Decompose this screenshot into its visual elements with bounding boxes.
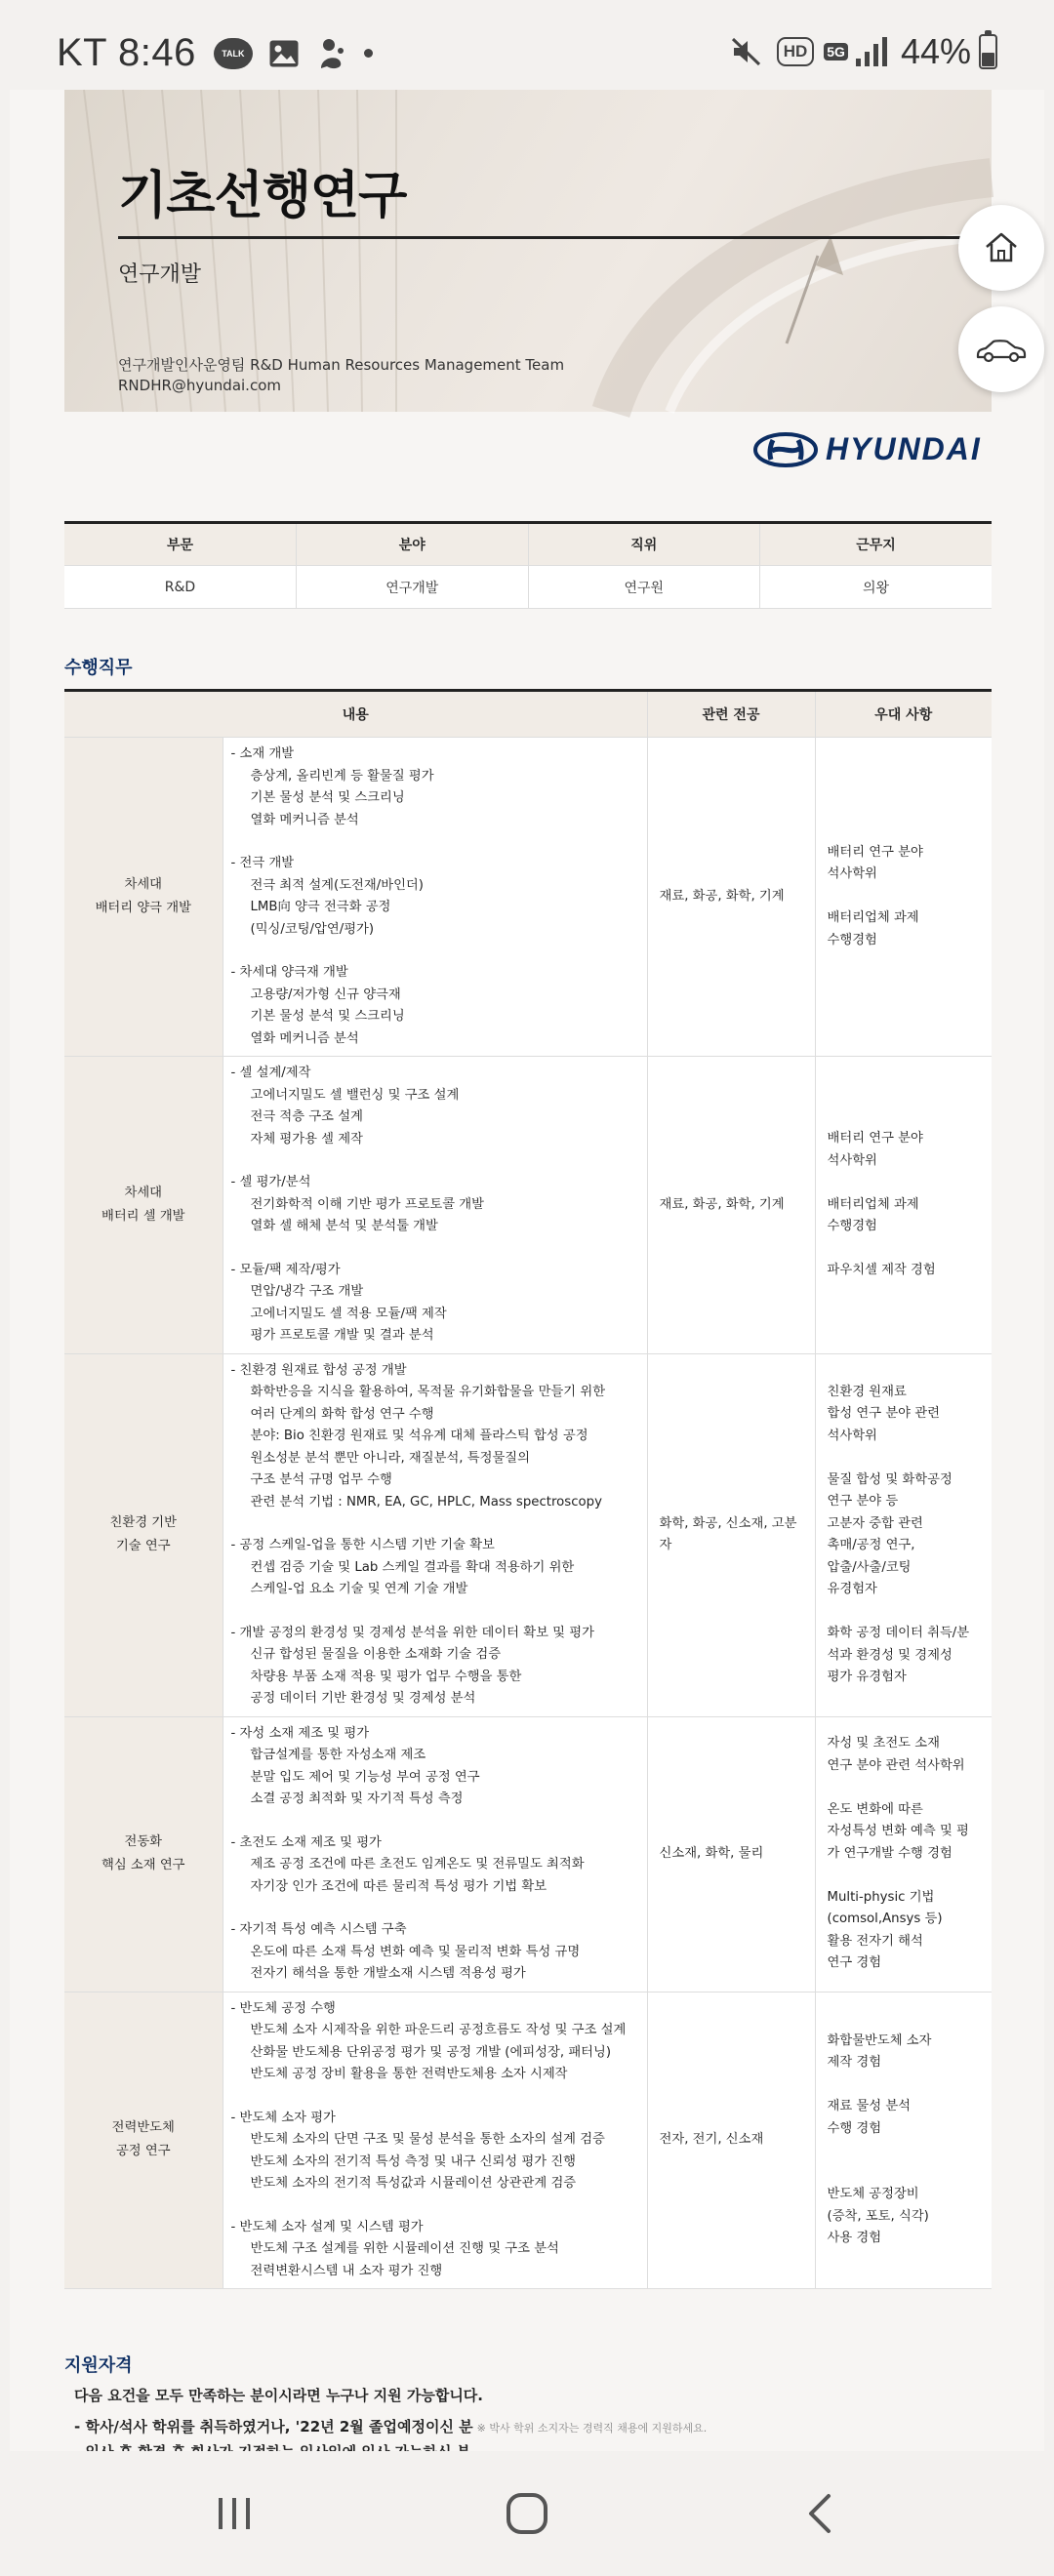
- related-major: 전자, 전기, 신소재: [647, 1992, 815, 2289]
- duty-item: 관련 분석 기법 : NMR, EA, GC, HPLC, Mass spectroscopy: [250, 1494, 602, 1509]
- duty-group-title: - 초전도 소재 제조 및 평가: [230, 1834, 382, 1850]
- hero-banner: [64, 90, 992, 412]
- car-icon: [975, 334, 1028, 365]
- preferred-qualification: 배터리 연구 분야 석사학위 배터리업체 과제 수행경험: [815, 738, 992, 1057]
- home-button[interactable]: [958, 205, 1044, 291]
- duty-group-title: - 개발 공정의 환경성 및 경제성 분석을 위한 데이터 확보 및 평가: [230, 1625, 594, 1640]
- duty-item: 신규 합성된 물질을 이용한 소재화 기술 검증: [250, 1647, 502, 1662]
- duty-group: [231, 1172, 639, 1238]
- duty-item: 전극 적층 구조 설계: [250, 1109, 363, 1124]
- duty-item: 분말 입도 제어 및 기능성 부여 공정 연구: [250, 1769, 480, 1785]
- duty-group-title: - 차세대 양극재 개발: [230, 965, 348, 980]
- table-header-row: [64, 691, 992, 738]
- duty-group: [231, 1260, 639, 1348]
- duties-section-title: 수행직무: [64, 658, 133, 678]
- duty-content: [223, 1992, 647, 2289]
- related-major: 신소재, 화학, 물리: [647, 1716, 815, 1992]
- gallery-icon: [268, 39, 300, 68]
- duty-item: 전력변환시스템 내 소자 평가 진행: [250, 2263, 443, 2278]
- hd-voice-icon: HD: [777, 37, 815, 66]
- duty-item: 전극 최적 설계(도전재/바인더): [250, 877, 424, 893]
- duty-item: 층상계, 올리빈계 등 활물질 평가: [250, 768, 434, 784]
- qualifications-intro: 다음 요건을 모두 만족하는 분이시라면 누구나 지원 가능합니다.: [74, 2387, 483, 2404]
- contact-info: [118, 355, 564, 396]
- contact-email[interactable]: RNDHR@hyundai.com: [118, 377, 281, 394]
- duty-item: 반도체 소자의 단면 구조 및 물성 분석을 통한 소자의 설계 검증: [250, 2132, 605, 2147]
- header-preference: 우대 사항: [815, 691, 992, 738]
- duty-item: 면압/냉각 구조 개발: [250, 1284, 364, 1299]
- qualification-text: - 학사/석사 학위를 취득하였거나, '22년 2월 졸업예정이신 분: [74, 2418, 473, 2435]
- duty-item: 전기화학적 이해 기반 평가 프로토콜 개발: [250, 1196, 484, 1212]
- related-major: 재료, 화공, 화학, 기계: [647, 1057, 815, 1354]
- recent-apps-button[interactable]: [185, 2451, 283, 2576]
- preferred-qualification: 자성 및 초전도 소재 연구 분야 관련 석사학위 온도 변화에 따른 자성특성 변화 예측 및 평 가 연구개발 수행 경험 Multi-physic 기법 (comsol,Ansys 등) 활용 전자기 해석 연구 경험: [815, 1716, 992, 1992]
- page-title: 기초선행연구: [118, 167, 407, 225]
- duty-group: [231, 744, 639, 831]
- duty-item: 컨셉 검증 기술 및 Lab 스케일 결과를 확대 적용하기 위한: [250, 1559, 575, 1575]
- duty-item: 공정 데이터 기반 환경성 및 경제성 분석: [250, 1691, 476, 1706]
- title-divider: [118, 236, 972, 239]
- duty-group-title: - 셀 설계/제작: [230, 1066, 311, 1080]
- duty-group-title: - 모듈/팩 제작/평가: [230, 1262, 341, 1277]
- navigation-bar: [0, 2451, 1054, 2576]
- duty-group: [231, 1623, 639, 1711]
- duty-category: 전력반도체 공정 연구: [64, 1992, 223, 2289]
- duty-group: [231, 853, 639, 941]
- page-subtitle: 연구개발: [118, 262, 202, 287]
- duty-item: 기본 물성 분석 및 스크리닝: [250, 1009, 405, 1024]
- home-nav-icon: [505, 2491, 549, 2536]
- duty-item: 자기장 인가 조건에 따른 물리적 특성 평가 기법 확보: [250, 1878, 547, 1894]
- duty-category: 차세대 배터리 셀 개발: [64, 1057, 223, 1354]
- duty-item: 고에너지밀도 셀 밸런싱 및 구조 설계: [250, 1087, 460, 1103]
- header-location: 근무지: [760, 523, 993, 566]
- duty-group: [231, 1723, 639, 1811]
- duty-item: 차량용 부품 소재 적용 및 평가 업무 수행을 통한: [250, 1669, 522, 1684]
- hyundai-emblem-icon: [753, 432, 818, 467]
- table-row: [64, 738, 992, 1057]
- table-row: [64, 1992, 992, 2289]
- duty-group-title: - 소재 개발: [230, 746, 295, 761]
- qualification-item: [74, 2416, 707, 2436]
- home-icon: [982, 228, 1021, 267]
- cell-position: 연구원: [528, 566, 760, 609]
- duty-item: 고에너지밀도 셀 적용 모듈/팩 제작: [250, 1306, 447, 1321]
- duty-group-title: - 친환경 원재료 합성 공정 개발: [230, 1362, 407, 1378]
- network-type-icon: 5G: [824, 43, 848, 60]
- header-position: 직위: [528, 523, 760, 566]
- duty-content: [223, 1716, 647, 1992]
- duty-item: 전자기 해석을 통한 개발소재 시스템 적용성 평가: [250, 1966, 526, 1981]
- duty-item: 소결 공정 최적화 및 자기적 특성 측정: [250, 1791, 464, 1806]
- duty-group: [231, 1535, 639, 1601]
- more-notifications-dot: [364, 49, 373, 58]
- duty-group-title: - 전극 개발: [230, 856, 295, 870]
- duty-group-title: - 반도체 공정 수행: [230, 2000, 336, 2016]
- clock: KT 8:46: [57, 31, 196, 74]
- duty-category: 전동화 핵심 소재 연구: [64, 1716, 223, 1992]
- duty-category: 차세대 배터리 양극 개발: [64, 738, 223, 1057]
- duty-item: 여러 단계의 화학 합성 연구 수행: [250, 1406, 434, 1422]
- duty-group: [231, 1063, 639, 1150]
- duty-item: 자체 평가용 셀 제작: [250, 1131, 363, 1147]
- signal-icon: [854, 35, 889, 68]
- duty-item: 고용량/저가형 신규 양극재: [250, 986, 401, 1002]
- preferred-qualification: 배터리 연구 분야 석사학위 배터리업체 과제 수행경험 파우치셀 제작 경험: [815, 1057, 992, 1354]
- team-name: 연구개발인사운영팀 R&D Human Resources Management Team: [118, 356, 565, 374]
- header-division: 부문: [64, 523, 297, 566]
- duty-content: [223, 1353, 647, 1716]
- logo-wordmark: HYUNDAI: [826, 431, 982, 466]
- duty-item: 스케일-업 요소 기술 및 연계 기술 개발: [250, 1582, 468, 1596]
- duty-group-title: - 자기적 특성 예측 시스템 구축: [230, 1922, 407, 1937]
- table-row: [64, 1353, 992, 1716]
- duty-group: [231, 2217, 639, 2283]
- notification-app-icon: [315, 37, 346, 70]
- duty-group: [231, 1998, 639, 2086]
- hyundai-logo: [753, 431, 982, 467]
- duty-item: 제조 공정 조건에 따른 초전도 임계온도 및 전류밀도 최적화: [250, 1857, 585, 1872]
- duty-category: 친환경 기반 기술 연구: [64, 1353, 223, 1716]
- battery-percent: 44%: [900, 31, 971, 71]
- table-header-row: [64, 523, 992, 566]
- duty-item: 반도체 구조 설계를 위한 시뮬레이션 진행 및 구조 분석: [250, 2241, 559, 2256]
- duty-item: 반도체 공정 장비 활용을 통한 전력반도체용 소자 시제작: [250, 2067, 568, 2081]
- duty-group-title: - 공정 스케일-업을 통한 시스템 기반 기술 확보: [230, 1538, 495, 1552]
- duty-group: [231, 2108, 639, 2195]
- preferred-qualification: 친환경 원재료 합성 연구 분야 관련 석사학위 물질 합성 및 화학공정 연구 분야 등 고분자 중합 관련 촉매/공정 연구, 압출/사출/코팅 유경험자 화학 공정 데이터 취득/분 석과 환경성 및 경제성 평가 유경험자: [815, 1353, 992, 1716]
- duty-item: 반도체 소자의 전기적 특성 측정 및 내구 신뢰성 평가 진행: [250, 2153, 576, 2169]
- duty-item: 화학반응을 지식을 활용하여, 목적물 유기화합물을 만들기 위한: [250, 1385, 606, 1399]
- duty-item: 반도체 소자 시제작을 위한 파운드리 공정흐름도 작성 및 구조 설계: [250, 2023, 627, 2037]
- preferred-qualification: 화합물반도체 소자 제작 경험 재료 물성 분석 수행 경험 반도체 공정장비 (증착, 포토, 식각) 사용 경험: [815, 1992, 992, 2289]
- job-summary-table: [64, 521, 992, 609]
- duty-item: LMB向 양극 전극화 공정: [250, 900, 391, 914]
- cell-location: 의왕: [760, 566, 993, 609]
- duty-group: [231, 962, 639, 1050]
- duty-group-title: - 셀 평가/분석: [230, 1175, 311, 1189]
- related-major: 화학, 화공, 신소재, 고분자: [647, 1353, 815, 1716]
- cell-division: R&D: [64, 566, 297, 609]
- duty-item: 원소성분 분석 뿐만 아니라, 재질분석, 특정물질의: [250, 1450, 530, 1466]
- table-row: [64, 1716, 992, 1992]
- duty-group: [231, 1832, 639, 1899]
- table-row: [64, 566, 992, 609]
- mute-icon: [730, 35, 763, 68]
- web-page: [10, 90, 1044, 2451]
- duty-item: 온도에 따른 소재 특성 변화 예측 및 물리적 변화 특성 규명: [250, 1944, 581, 1959]
- header-field: 분야: [297, 523, 529, 566]
- duty-item: 기본 물성 분석 및 스크리닝: [250, 790, 405, 805]
- duty-group: [231, 1919, 639, 1986]
- qualification-note: ※ 박사 학위 소지자는 경력직 채용에 지원하세요.: [476, 2422, 708, 2435]
- header-content: 내용: [64, 691, 647, 738]
- duty-content: [223, 1057, 647, 1354]
- back-button[interactable]: [771, 2451, 869, 2576]
- related-major: 재료, 화공, 화학, 기계: [647, 738, 815, 1057]
- duty-item: 분야: Bio 친환경 원재료 및 석유계 대체 플라스틱 합성 공정: [250, 1429, 588, 1443]
- duty-item: 열화 셀 해체 분석 및 분석툴 개발: [250, 1219, 438, 1233]
- duty-item: 열화 메커니즘 분석: [250, 1030, 359, 1046]
- duty-item: 합금설계를 통한 자성소재 제조: [250, 1748, 426, 1762]
- duties-table: [64, 689, 992, 2289]
- duty-item: (믹싱/코팅/압연/평가): [250, 921, 375, 937]
- qualifications-title: 지원자격: [64, 2355, 133, 2376]
- recent-apps-icon: [215, 2494, 254, 2533]
- header-major: 관련 전공: [647, 691, 815, 738]
- car-button[interactable]: [958, 306, 1044, 392]
- duty-item: 구조 분석 규명 업무 수행: [250, 1472, 392, 1487]
- duty-group-title: - 반도체 소자 평가: [230, 2110, 336, 2125]
- back-icon: [805, 2492, 834, 2535]
- battery-icon: [979, 34, 997, 69]
- cell-field: 연구개발: [297, 566, 529, 609]
- kakaotalk-icon: TALK: [214, 38, 253, 69]
- home-nav-button[interactable]: [478, 2451, 576, 2576]
- duty-content: [223, 738, 647, 1057]
- duty-item: 반도체 소자의 전기적 특성값과 시뮬레이션 상관관계 검증: [250, 2176, 577, 2191]
- duty-item: 산화물 반도체용 단위공정 평가 및 공정 개발 (에피성장, 패터닝): [250, 2044, 612, 2060]
- table-row: [64, 1057, 992, 1354]
- duty-group-title: - 반도체 소자 설계 및 시스템 평가: [230, 2219, 424, 2234]
- duty-group-title: - 자성 소재 제조 및 평가: [230, 1725, 370, 1741]
- duty-item: 열화 메커니즘 분석: [250, 812, 359, 827]
- duty-item: 평가 프로토콜 개발 및 결과 분석: [250, 1328, 434, 1343]
- duty-group: [231, 1360, 639, 1514]
